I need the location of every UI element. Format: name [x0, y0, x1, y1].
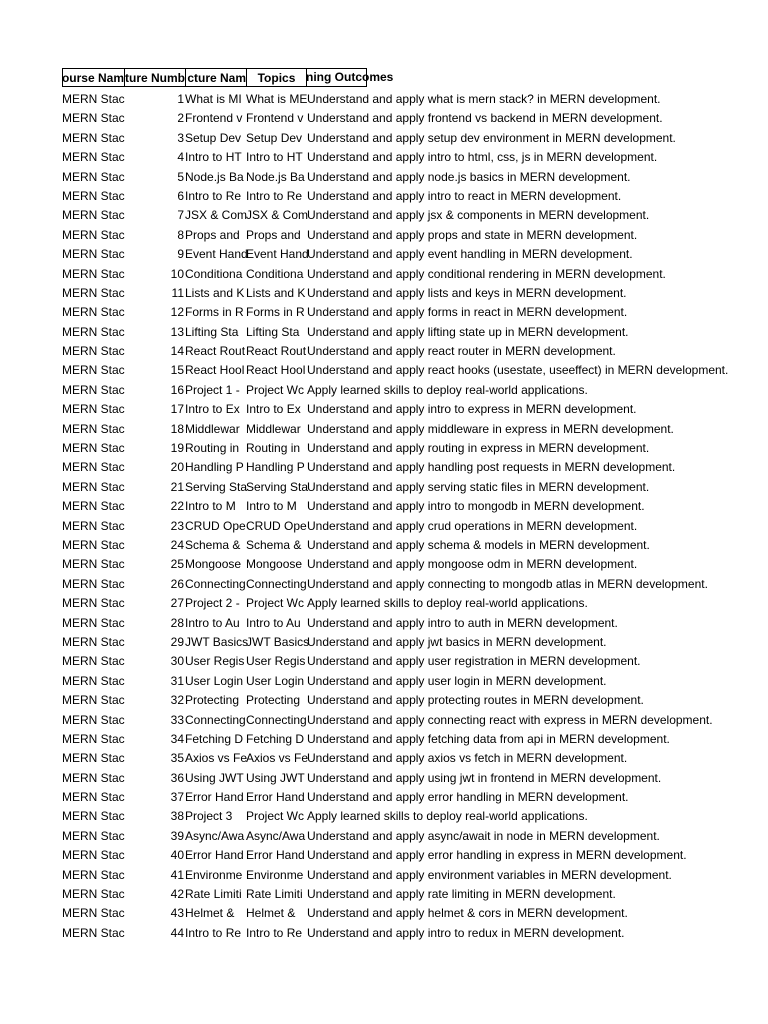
lecture-number-cell: 8 [177, 227, 184, 242]
learning-outcome-cell: Understand and apply intro to express in MERN development. [307, 402, 637, 417]
topic-cell: Lifting Sta [246, 324, 300, 339]
lecture-number-cell: 20 [170, 460, 184, 475]
header-lecture-number: ture Numb [124, 68, 186, 87]
lecture-number-cell: 39 [170, 828, 184, 843]
table-row [62, 575, 708, 594]
course-name-cell: MERN Stac [62, 731, 125, 746]
table-row [62, 614, 668, 633]
table-row [62, 420, 674, 439]
learning-outcome-cell: Understand and apply serving static files in MERN development. [307, 479, 650, 494]
learning-outcome-cell: Understand and apply props and state in MERN development. [307, 227, 638, 242]
course-name-cell: MERN Stac [62, 518, 125, 533]
lecture-name-cell: Intro to HT [185, 150, 242, 165]
header-topics: Topics [246, 68, 307, 87]
learning-outcome-cell: Understand and apply react hooks (usestate, useeffect) in MERN development. [307, 363, 729, 378]
learning-outcome-cell: Understand and apply frontend vs backend in MERN development. [307, 111, 663, 126]
table-row [62, 284, 668, 303]
learning-outcome-cell: Understand and apply mongoose odm in MERN development. [307, 557, 638, 572]
learning-outcome-cell: Understand and apply intro to redux in MERN development. [307, 925, 625, 940]
topic-cell: Error Hand [246, 790, 305, 805]
course-name-cell: MERN Stac [62, 673, 125, 688]
course-name-cell: MERN Stac [62, 925, 125, 940]
table-row [62, 730, 668, 749]
lecture-number-cell: 35 [170, 751, 184, 766]
course-name-cell: MERN Stac [62, 615, 125, 630]
lecture-name-cell: Event Hand [185, 247, 248, 262]
topic-cell: React Rout [246, 344, 307, 359]
course-name-cell: MERN Stac [62, 557, 125, 572]
table-row [62, 265, 668, 284]
lecture-number-cell: 22 [170, 499, 184, 514]
topic-cell: User Login [246, 673, 305, 688]
learning-outcome-cell: Understand and apply intro to mongodb in MERN development. [307, 499, 645, 514]
topic-cell: Handling P [246, 460, 305, 475]
learning-outcome-cell: Understand and apply node.js basics in MERN development. [307, 169, 631, 184]
topic-cell: Routing in [246, 441, 301, 456]
lecture-name-cell: Schema & [185, 537, 241, 552]
learning-outcome-cell: Understand and apply jsx & components in MERN development. [307, 208, 650, 223]
lecture-name-cell: React Rout [185, 344, 246, 359]
learning-outcome-cell: Understand and apply lifting state up in MERN development. [307, 324, 629, 339]
lecture-number-cell: 41 [170, 867, 184, 882]
lecture-name-cell: Error Hand [185, 790, 244, 805]
course-name-cell: MERN Stac [62, 751, 125, 766]
table-row [62, 303, 668, 322]
learning-outcome-cell: Understand and apply intro to react in MERN development. [307, 188, 622, 203]
topic-cell: User Regis [246, 654, 306, 669]
learning-outcome-cell: Understand and apply rate limiting in MERN development. [307, 887, 616, 902]
lecture-name-cell: Lifting Sta [185, 324, 239, 339]
lecture-name-cell: Routing in [185, 441, 240, 456]
learning-outcome-cell: Understand and apply setup dev environment in MERN development. [307, 130, 676, 145]
table-row [62, 381, 668, 400]
topic-cell: Project Wc [246, 809, 305, 824]
topic-cell: Props and [246, 227, 301, 242]
table-row [62, 458, 676, 477]
lecture-number-cell: 26 [170, 576, 184, 591]
topic-cell: Intro to M [246, 499, 297, 514]
lecture-name-cell: Lists and K [185, 285, 245, 300]
table-row [62, 711, 713, 730]
lecture-name-cell: JSX & Com [185, 208, 248, 223]
lecture-name-cell: User Regis [185, 654, 245, 669]
lecture-number-cell: 31 [170, 673, 184, 688]
topic-cell: Schema & [246, 537, 302, 552]
topic-cell: Intro to Re [246, 188, 303, 203]
topic-cell: Connecting [246, 576, 307, 591]
topic-cell: Connecting [246, 712, 307, 727]
topic-cell: Serving Sta [246, 479, 309, 494]
topic-cell: Middlewar [246, 421, 301, 436]
topic-cell: JWT Basics [246, 634, 310, 649]
lecture-name-cell: Setup Dev [185, 130, 242, 145]
table-row [62, 90, 668, 109]
learning-outcome-cell: Understand and apply react router in MERN development. [307, 344, 616, 359]
lecture-number-cell: 30 [170, 654, 184, 669]
topic-cell: Setup Dev [246, 130, 303, 145]
learning-outcome-cell: Understand and apply helmet & cors in MERN development. [307, 906, 628, 921]
learning-outcome-cell: Understand and apply routing in express in MERN development. [307, 441, 650, 456]
learning-outcome-cell: Understand and apply connecting to mongodb atlas in MERN development. [307, 576, 708, 591]
lecture-name-cell: Connecting [185, 576, 246, 591]
table-row [62, 361, 729, 380]
learning-outcome-cell: Apply learned skills to deploy real-world applications. [307, 809, 588, 824]
topic-cell: Environme [246, 867, 304, 882]
table-row [62, 594, 668, 613]
lecture-number-cell: 29 [170, 634, 184, 649]
lecture-name-cell: Connecting [185, 712, 246, 727]
lecture-number-cell: 36 [170, 770, 184, 785]
lecture-number-cell: 18 [170, 421, 184, 436]
table-row [62, 536, 668, 555]
topic-cell: Project Wc [246, 596, 305, 611]
table-row [62, 400, 668, 419]
lecture-number-cell: 23 [170, 518, 184, 533]
lecture-number-cell: 38 [170, 809, 184, 824]
course-name-cell: MERN Stac [62, 363, 125, 378]
learning-outcome-cell: Understand and apply using jwt in frontend in MERN development. [307, 770, 662, 785]
lecture-number-cell: 42 [170, 887, 184, 902]
header-course-name: ourse Nam [62, 68, 125, 87]
course-name-cell: MERN Stac [62, 402, 125, 417]
learning-outcome-cell: Understand and apply axios vs fetch in MERN development. [307, 751, 628, 766]
header-lecture-name: cture Nam [185, 68, 247, 87]
topic-cell: Helmet & [246, 906, 296, 921]
lecture-name-cell: JWT Basics [185, 634, 249, 649]
topic-cell: Intro to Ex [246, 402, 301, 417]
table-row [62, 555, 668, 574]
lecture-name-cell: CRUD Ope [185, 518, 246, 533]
course-name-cell: MERN Stac [62, 537, 125, 552]
learning-outcome-cell: Understand and apply jwt basics in MERN development. [307, 634, 607, 649]
learning-outcome-cell: Understand and apply user login in MERN development. [307, 673, 607, 688]
topic-cell: Lists and K [246, 285, 306, 300]
topic-cell: Fetching D [246, 731, 305, 746]
table-row [62, 807, 668, 826]
lecture-name-cell: Intro to Ex [185, 402, 240, 417]
table-row [62, 633, 668, 652]
table-row [62, 749, 668, 768]
lecture-name-cell: Project 1 - [185, 382, 240, 397]
course-name-cell: MERN Stac [62, 324, 125, 339]
course-name-cell: MERN Stac [62, 906, 125, 921]
course-name-cell: MERN Stac [62, 169, 125, 184]
course-name-cell: MERN Stac [62, 809, 125, 824]
course-name-cell: MERN Stac [62, 441, 125, 456]
lecture-name-cell: Intro to Re [185, 188, 242, 203]
learning-outcome-cell: Understand and apply middleware in express in MERN development. [307, 421, 674, 436]
topic-cell: JSX & Com [246, 208, 309, 223]
lecture-name-cell: Helmet & [185, 906, 235, 921]
lecture-name-cell: User Login [185, 673, 244, 688]
table-row [62, 866, 672, 885]
course-name-cell: MERN Stac [62, 92, 125, 106]
learning-outcome-cell: Understand and apply conditional rendering in MERN development. [307, 266, 666, 281]
lecture-number-cell: 13 [170, 324, 184, 339]
topic-cell: Intro to HT [246, 150, 303, 165]
table-row [62, 497, 668, 516]
table-row [62, 672, 668, 691]
table-row [62, 342, 668, 361]
course-name-cell: MERN Stac [62, 848, 125, 863]
topic-cell: Rate Limiti [246, 887, 303, 902]
learning-outcome-cell: Understand and apply environment variables in MERN development. [307, 867, 672, 882]
course-name-cell: MERN Stac [62, 499, 125, 514]
lecture-name-cell: Mongoose [185, 557, 242, 572]
learning-outcome-cell: Understand and apply schema & models in MERN development. [307, 537, 650, 552]
lecture-name-cell: Rate Limiti [185, 887, 242, 902]
course-name-cell: MERN Stac [62, 421, 125, 436]
table-row [62, 517, 668, 536]
table-row [62, 924, 668, 943]
table-row [62, 226, 668, 245]
learning-outcome-cell: Understand and apply user registration in MERN development. [307, 654, 641, 669]
lecture-name-cell: Project 3 [185, 809, 233, 824]
learning-outcome-cell: Understand and apply protecting routes in MERN development. [307, 693, 644, 708]
lecture-number-cell: 17 [170, 402, 184, 417]
lecture-name-cell: Conditiona [185, 266, 243, 281]
course-name-cell: MERN Stac [62, 790, 125, 805]
lecture-number-cell: 14 [170, 344, 184, 359]
lecture-number-cell: 37 [170, 790, 184, 805]
lecture-name-cell: Async/Awa [185, 828, 245, 843]
lecture-name-cell: Middlewar [185, 421, 240, 436]
lecture-name-cell: React Hool [185, 363, 245, 378]
lecture-name-cell: What is MI [185, 92, 242, 106]
lecture-number-cell: 19 [170, 441, 184, 456]
topic-cell: Protecting [246, 693, 301, 708]
course-name-cell: MERN Stac [62, 712, 125, 727]
topic-cell: What is ME [246, 92, 308, 106]
learning-outcome-cell: Understand and apply intro to auth in MERN development. [307, 615, 618, 630]
topic-cell: React Hool [246, 363, 306, 378]
table-row [62, 788, 668, 807]
table-row [62, 148, 668, 167]
lecture-number-cell: 43 [170, 906, 184, 921]
course-name-cell: MERN Stac [62, 887, 125, 902]
topic-cell: Project Wc [246, 382, 305, 397]
table-row [62, 769, 668, 788]
learning-outcome-cell: Understand and apply fetching data from api in MERN development. [307, 731, 670, 746]
course-name-cell: MERN Stac [62, 596, 125, 611]
learning-outcome-cell: Understand and apply async/await in node in MERN development. [307, 828, 660, 843]
course-name-cell: MERN Stac [62, 150, 125, 165]
lecture-number-cell: 21 [170, 479, 184, 494]
table-row [62, 323, 668, 342]
topic-cell: Mongoose [246, 557, 303, 572]
header-row [62, 68, 762, 88]
lecture-number-cell: 44 [170, 925, 184, 940]
topic-cell: Event Hand [246, 247, 309, 262]
course-name-cell: MERN Stac [62, 460, 125, 475]
table-row [62, 904, 668, 923]
table-row [62, 129, 676, 148]
topic-cell: Error Hand [246, 848, 305, 863]
table-row [62, 827, 668, 846]
lecture-number-cell: 3 [177, 130, 184, 145]
lecture-name-cell: Project 2 - [185, 596, 240, 611]
course-name-cell: MERN Stac [62, 479, 125, 494]
lecture-number-cell: 16 [170, 382, 184, 397]
learning-outcome-cell: Apply learned skills to deploy real-world applications. [307, 596, 588, 611]
course-name-cell: MERN Stac [62, 305, 125, 320]
learning-outcome-cell: Understand and apply event handling in MERN development. [307, 247, 633, 262]
lecture-name-cell: Forms in R [185, 305, 244, 320]
topic-cell: Conditiona [246, 266, 304, 281]
lecture-name-cell: Intro to M [185, 499, 236, 514]
learning-outcome-cell: Understand and apply intro to html, css, js in MERN development. [307, 150, 658, 165]
lecture-name-cell: Environme [185, 867, 243, 882]
course-name-cell: MERN Stac [62, 227, 125, 242]
course-name-cell: MERN Stac [62, 693, 125, 708]
lecture-number-cell: 12 [170, 305, 184, 320]
lecture-name-cell: Axios vs Fe [185, 751, 248, 766]
course-name-cell: MERN Stac [62, 111, 125, 126]
header-learning-outcomes: ning Outcomes [306, 70, 394, 84]
lecture-name-cell: Protecting [185, 693, 240, 708]
lecture-name-cell: Node.js Ba [185, 169, 244, 184]
lecture-name-cell: Props and [185, 227, 240, 242]
topic-cell: CRUD Ope [246, 518, 307, 533]
lecture-number-cell: 34 [170, 731, 184, 746]
table-row [62, 691, 668, 710]
course-name-cell: MERN Stac [62, 770, 125, 785]
table-row [62, 206, 668, 225]
topic-cell: Axios vs Fe [246, 751, 309, 766]
table-row [62, 652, 668, 671]
lecture-name-cell: Intro to Au [185, 615, 240, 630]
table-row [62, 245, 668, 264]
lecture-number-cell: 25 [170, 557, 184, 572]
course-name-cell: MERN Stac [62, 247, 125, 262]
course-name-cell: MERN Stac [62, 130, 125, 145]
topic-cell: Async/Awa [246, 828, 306, 843]
course-name-cell: MERN Stac [62, 634, 125, 649]
course-name-cell: MERN Stac [62, 285, 125, 300]
lecture-name-cell: Intro to Re [185, 925, 242, 940]
table-row [62, 439, 668, 458]
lecture-name-cell: Serving Sta [185, 479, 248, 494]
topic-cell: Node.js Ba [246, 169, 305, 184]
table-row [62, 109, 668, 128]
lecture-number-cell: 6 [177, 188, 184, 203]
learning-outcome-cell: Apply learned skills to deploy real-world applications. [307, 382, 588, 397]
lecture-number-cell: 33 [170, 712, 184, 727]
topic-cell: Forms in R [246, 305, 305, 320]
course-name-cell: MERN Stac [62, 867, 125, 882]
learning-outcome-cell: Understand and apply lists and keys in MERN development. [307, 285, 627, 300]
learning-outcome-cell: Understand and apply error handling in express in MERN development. [307, 848, 687, 863]
learning-outcome-cell: Understand and apply error handling in MERN development. [307, 790, 629, 805]
data-table-body [62, 90, 729, 943]
course-name-cell: MERN Stac [62, 266, 125, 281]
lecture-name-cell: Handling P [185, 460, 244, 475]
lecture-number-cell: 15 [170, 363, 184, 378]
learning-outcome-cell: Understand and apply what is mern stack? in MERN development. [307, 92, 661, 106]
lecture-number-cell: 10 [170, 266, 184, 281]
lecture-number-cell: 9 [177, 247, 184, 262]
lecture-number-cell: 5 [177, 169, 184, 184]
course-name-cell: MERN Stac [62, 382, 125, 397]
course-name-cell: MERN Stac [62, 208, 125, 223]
learning-outcome-cell: Understand and apply forms in react in MERN development. [307, 305, 628, 320]
course-name-cell: MERN Stac [62, 828, 125, 843]
table-row [62, 168, 668, 187]
course-name-cell: MERN Stac [62, 344, 125, 359]
topic-cell: Intro to Au [246, 615, 301, 630]
learning-outcome-cell: Understand and apply handling post requests in MERN development. [307, 460, 676, 475]
lecture-number-cell: 2 [177, 111, 184, 126]
table-row [62, 187, 668, 206]
lecture-name-cell: Frontend v [185, 111, 243, 126]
lecture-number-cell: 27 [170, 596, 184, 611]
lecture-number-cell: 1 [177, 92, 184, 106]
lecture-name-cell: Error Hand [185, 848, 244, 863]
course-name-cell: MERN Stac [62, 654, 125, 669]
course-name-cell: MERN Stac [62, 188, 125, 203]
lecture-name-cell: Fetching D [185, 731, 244, 746]
table-row [62, 478, 668, 497]
learning-outcome-cell: Understand and apply crud operations in MERN development. [307, 518, 638, 533]
topic-cell: Intro to Re [246, 925, 303, 940]
lecture-name-cell: Using JWT [185, 770, 244, 785]
topic-cell: Frontend v [246, 111, 304, 126]
lecture-number-cell: 24 [170, 537, 184, 552]
table-row [62, 846, 687, 865]
lecture-number-cell: 7 [177, 208, 184, 223]
lecture-number-cell: 32 [170, 693, 184, 708]
lecture-number-cell: 11 [171, 285, 184, 300]
topic-cell: Using JWT [246, 770, 305, 785]
lecture-number-cell: 28 [170, 615, 184, 630]
course-name-cell: MERN Stac [62, 576, 125, 591]
table-row [62, 885, 668, 904]
lecture-number-cell: 40 [170, 848, 184, 863]
learning-outcome-cell: Understand and apply connecting react with express in MERN development. [307, 712, 713, 727]
lecture-number-cell: 4 [177, 150, 184, 165]
